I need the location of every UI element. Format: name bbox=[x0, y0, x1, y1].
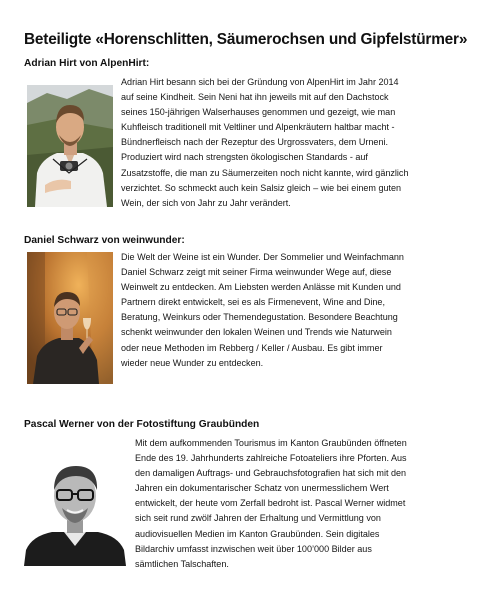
bio-line: Bildarchiv umfasst inzwischen weit über 100’000 Bilder aus bbox=[135, 543, 372, 554]
bio-line: wieder neue Wunder zu entdecken. bbox=[121, 357, 264, 368]
bio-line: entwickelt, der heute vom Zerfall bedroht ist. Pascal Werner widmet bbox=[135, 498, 406, 509]
bio-line: seines 150-jährigen Walserhauses genommen und gezeigt, wie man bbox=[121, 107, 396, 118]
bio-line: sich seit rund zwölf Jahren der Erhaltung und Vermittlung von bbox=[135, 513, 381, 524]
portrait-photo-daniel-schwarz bbox=[27, 252, 113, 384]
section-heading: Pascal Werner von der Fotostiftung Graubünden bbox=[24, 419, 260, 430]
bio-text bbox=[135, 436, 407, 572]
bio-text bbox=[121, 75, 408, 211]
bio-line: Mit dem aufkommenden Tourismus im Kanton Graubünden öffneten bbox=[135, 438, 407, 448]
bio-line: Partnern direkt entwickelt, sei es als Firmenevent, Wine and Dine, bbox=[121, 297, 385, 308]
bio-line: Produziert wird nach strengsten ökologischen Standards - auf bbox=[121, 152, 368, 163]
bio-line: Beratung, Weinkurs oder Themendegustation. Besondere Beachtung bbox=[121, 312, 398, 323]
section-pascal-werner bbox=[24, 419, 456, 579]
bio-line: verzichtet. So schmeckt auch kein Salsiz gleich – wie bei einem guten bbox=[121, 182, 402, 193]
bio-line: Jahren ein dokumentarischer Schatz von unermesslichem Wert bbox=[135, 483, 389, 494]
page-title: Beteiligte «Horenschlitten, Säumerochsen und Gipfelstürmer» bbox=[24, 31, 468, 48]
bio-line: auf seine Kindheit. Sein Neni hat ihn jeweils mit auf den Dachstock bbox=[121, 92, 389, 103]
bio-line: audiovisuellen Medien im Kanton Graubünden. Sein digitales bbox=[135, 528, 380, 539]
portrait-photo-pascal-werner bbox=[24, 446, 126, 566]
bio-line: sämtlichen Talschaften. bbox=[135, 558, 229, 569]
bio-line: Ende des 19. Jahrhunderts zahlreiche Fotoateliers ihre Pforten. Aus bbox=[135, 453, 407, 464]
bio-line: Adrian Hirt besann sich bei der Gründung von AlpenHirt im Jahr 2014 bbox=[121, 77, 399, 87]
bio-line: schenkt weinwunder den lokalen Weinen und Trends wie Naturwein bbox=[121, 327, 392, 338]
section-heading: Adrian Hirt von AlpenHirt: bbox=[24, 58, 150, 69]
bio-line: Zusatzstoffe, die man zu Säumerzeiten noch nicht kannte, wird gänzlich bbox=[121, 167, 409, 178]
bio-line: Wein, der sich von Jahr zu Jahr verändert. bbox=[121, 197, 291, 208]
bio-text bbox=[121, 250, 404, 371]
section-adrian-hirt bbox=[24, 58, 456, 218]
bio-line: Bündnerfleisch nach der Rezeptur des Urgrossvaters, dem Urneni. bbox=[121, 137, 389, 148]
bio-line: den damaligen Auftrags- und Gebrauchsfotografien hat sich mit den bbox=[135, 468, 407, 479]
bio-line: Weinwelt zu entdecken. Am Liebsten werden Anlässe mit Kunden und bbox=[121, 282, 401, 293]
bio-line: oder neue Methoden im Rebberg / Keller / Ausbau. Es gibt immer bbox=[121, 342, 383, 353]
bio-line: Die Welt der Weine ist ein Wunder. Der Sommelier und Weinfachmann bbox=[121, 252, 404, 262]
section-heading: Daniel Schwarz von weinwunder: bbox=[24, 235, 185, 246]
bio-line: Kuhfleisch traditionell mit Veltliner und Alpenkräutern haltbar macht - bbox=[121, 122, 395, 133]
bio-line: Daniel Schwarz zeigt mit seiner Firma weinwunder Wege auf, diese bbox=[121, 267, 392, 278]
section-daniel-schwarz bbox=[24, 235, 456, 395]
portrait-photo-adrian-hirt bbox=[27, 85, 113, 207]
